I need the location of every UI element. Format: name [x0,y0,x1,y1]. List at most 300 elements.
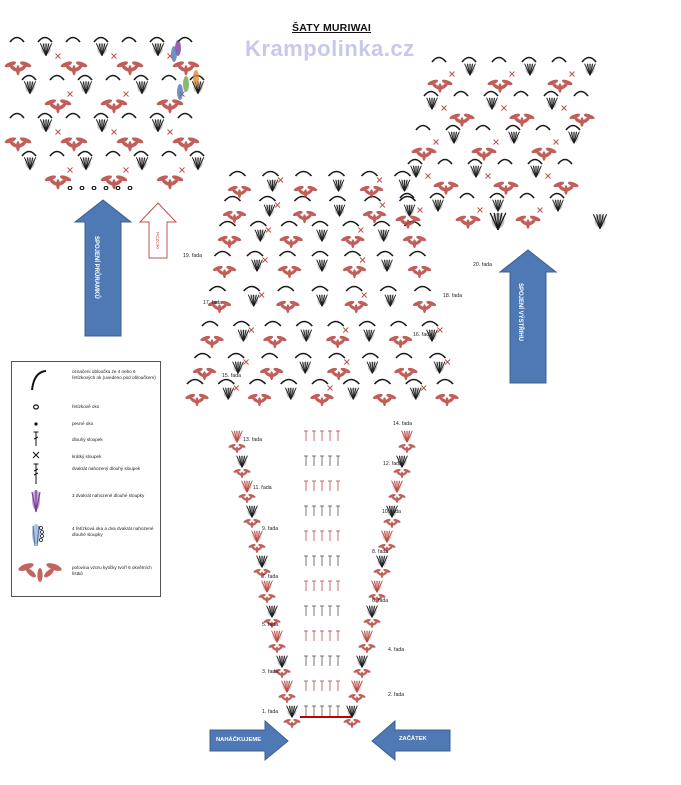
chain-arc [328,322,344,327]
fan-fill [224,388,233,399]
chain-arc [38,38,52,43]
legend-box [11,361,161,597]
post-fan [471,166,482,178]
row-label-16: 16. řada [413,332,433,338]
chain-arc [233,322,249,327]
post-fan [237,456,248,468]
chain-arc [343,380,359,385]
chain-arc [380,287,396,292]
chain-arc [345,252,361,257]
cross-stitch [56,130,61,135]
cross-stitch [68,92,73,97]
arrow-label-spojeni-pruramku: SPOJENÍ PRŮRAMKŮ [93,236,99,299]
post-fan [272,631,283,643]
chain-arc [424,92,438,97]
chain-arc [162,152,176,157]
post-fan [410,388,421,400]
chain-arc [150,114,164,119]
fan-fill [405,205,414,216]
post-fan [248,295,259,307]
cross-stitch [510,72,515,77]
row-label-18: 18. řada [443,293,463,299]
chain-arc [375,380,391,385]
flower-motif [407,265,432,278]
chain-arc [536,126,550,131]
cross-stitch [486,174,491,179]
cross-stitch [358,228,363,233]
post-fan [382,531,393,543]
fan-fill [41,119,51,130]
chain-arc [362,354,378,359]
flower-motif [353,668,371,678]
chain-arc [430,194,444,199]
flower-motif [268,643,286,653]
flower-motif [393,468,411,478]
chain-arc [430,354,446,359]
fan-fill [193,157,203,168]
fan-fill [595,214,606,227]
arrow-label-spojeni-vystrihu: SPOJENÍ VÝSTŘIHU [517,283,523,342]
chain-arc [295,197,311,202]
flower-motif [60,136,88,151]
chain-arc [520,194,534,199]
flower-motif [531,147,557,161]
chain-arc [346,287,362,292]
chain-arc [422,322,438,327]
cross-stitch [266,228,271,233]
chain-arc [228,354,244,359]
cross-stitch [278,178,283,183]
chain-arc [78,76,92,81]
post-fan [372,581,383,593]
legend-item-arc: označení obloučku ze 4 nebo 6 řetízkových ok (uvedeno pod obloučkem) [72,369,156,380]
chain-arc [295,354,311,359]
row-label-4: 4. řada [388,647,405,653]
flower-motif [275,300,300,313]
post-fan [553,200,564,212]
legend-item-half: krátký sloupek [72,454,102,459]
flower-motif [60,60,88,75]
cross-stitch [554,140,559,145]
watermark: Krampolinka.cz [245,36,415,61]
post-fan [238,330,249,342]
fan-fill [283,681,292,692]
arrow-label-nahackujeme: NAHÁČKUJEME [216,737,262,743]
arc-icon [26,368,66,394]
cross-stitch [418,208,423,213]
flower-motif [553,181,579,195]
chain-arc [377,252,393,257]
cross-stitch [180,168,185,173]
post-fan [80,157,91,169]
cross-stitch [434,140,439,145]
flower-motif [435,393,460,406]
fan-fill [510,132,519,143]
chain-arc [250,222,266,227]
chain-arc [492,58,506,63]
post-fan [152,43,163,55]
chain-arc [506,126,520,131]
post-fan [399,180,410,192]
chain-arc [558,160,572,165]
post-fan [262,581,273,593]
post-fan [96,119,107,131]
chain-arc [247,252,263,257]
post-fan [242,481,253,493]
chain-arc [460,194,474,199]
flower-motif [200,335,225,348]
chain-arc [10,38,24,43]
flower-motif [44,98,72,113]
chain-arc [66,114,80,119]
fan-fill [383,260,392,271]
row-label-12: 12. řada [383,461,403,467]
chain-arc [312,380,328,385]
cross-stitch [234,386,239,391]
chain-arc [220,222,236,227]
flower-motif [185,393,210,406]
post-fan [136,157,147,169]
chain4-cluster-icon [26,522,66,548]
row-label-11: 11. řada [253,485,272,491]
chain-arc [432,58,446,63]
flower-motif [325,335,350,348]
post-fan [490,213,506,230]
post-fan [378,230,389,242]
post-fan [136,81,147,93]
post-fan [487,98,498,110]
post-fan [367,606,378,618]
flower-motif [363,618,381,628]
post-fan [334,205,345,217]
post-fan [223,388,234,400]
cross-stitch [112,54,117,59]
chain-arc [312,252,328,257]
row-label-9: 9. řada [262,526,279,532]
post-fan [24,157,35,169]
chain-arc [263,172,279,177]
post-fan [433,200,444,212]
fan-fill [334,180,343,191]
fan-fill [526,64,535,75]
flower-motif [258,593,276,603]
fan-fill [278,656,287,667]
post-fan [569,132,580,144]
chain-arc [566,126,580,131]
chain-arc [265,322,281,327]
chain-arc [134,152,148,157]
arrow-label-zacatek: ZAČÁTEK [399,736,427,742]
flower-motif [509,113,535,127]
flower-motif [233,468,251,478]
chain-arc [406,380,422,385]
post-fan [255,230,266,242]
flower-motif [156,98,184,113]
arrow-spojeni-pruramku [75,200,131,336]
chain-stitch [104,186,108,189]
chain-arc [281,222,297,227]
post-fan [531,166,542,178]
fan-fill [233,431,242,442]
chain-arc [38,114,52,119]
fan-fill [253,260,262,271]
fan-fill [365,330,374,341]
flower-motif [4,60,32,75]
post-fan [402,431,413,443]
fan-fill [273,631,282,642]
cross-stitch [380,203,385,208]
flower-half-icon [17,559,63,585]
post-fan [257,556,268,568]
fan-fill [403,431,412,442]
chain-arc [550,194,564,199]
fan-fill [137,81,147,92]
chain-arc [582,58,596,63]
chain-arc [408,160,422,165]
fan-fill [353,681,362,692]
post-fan [411,166,422,178]
cross-stitch [546,174,551,179]
chain-stitch [80,186,84,189]
post-fan [525,64,536,76]
post-fan [267,606,278,618]
fan-fill [373,581,382,592]
chain-arc [410,252,426,257]
cluster [171,46,177,62]
cross-stitch [259,293,264,298]
chain-arc [150,38,164,43]
post-fan [348,388,359,400]
chain-arc [528,160,542,165]
flower-motif [238,493,256,503]
post-fan [449,132,460,144]
flower-motif [340,235,365,248]
chain-arc [122,38,136,43]
cross-stitch [124,168,129,173]
chain-arc [438,160,452,165]
legend-item-cluster3: 3 dvakrát nahozené dlouhé sloupky [72,493,145,498]
row-label-19: 19. řada [183,253,203,259]
post-fan [585,64,596,76]
chain-arc [210,287,226,292]
flower-motif [427,79,453,93]
chain-arc [476,126,490,131]
chain-arc [522,58,536,63]
cross-stitch [562,106,567,111]
fan-fill [153,119,163,130]
chain-arc [359,322,375,327]
chain-arc [544,92,558,97]
fan-fill [153,43,163,54]
post-fan [427,98,438,110]
fan-fill [554,200,563,211]
chain-arc [278,287,294,292]
fan-fill [335,205,344,216]
cross-stitch [445,360,450,365]
cross-stitch [450,72,455,77]
flower-motif [293,185,318,198]
chain-arc [244,287,260,292]
row-label-20: 20. řada [473,262,493,268]
fan-fill [428,98,437,109]
fan-fill [301,362,310,373]
fan-fill [243,481,252,492]
chain-arc [462,58,476,63]
arrow-spojeni-vystrihu [500,250,556,383]
flower-motif [343,718,361,728]
fan-fill [137,157,147,168]
flower-motif [455,215,481,229]
cross-stitch [360,258,365,263]
post-fan [277,656,288,668]
fan-fill [386,295,395,306]
flower-motif [116,60,144,75]
cross-stitch [538,208,543,213]
chain-arc [374,222,390,227]
flower-motif [4,136,32,151]
chain-arc [215,252,231,257]
chain-arc [106,152,120,157]
fan-fill [318,230,327,241]
post-fan [40,43,51,55]
legend-item-treble: dlouhý sloupek [72,437,103,442]
cross-stitch [124,92,129,97]
fan-fill [234,362,243,373]
cross-stitch [168,130,173,135]
post-fan [392,481,403,493]
flower-motif [395,215,421,229]
cross-stitch [502,106,507,111]
post-fan [287,706,298,718]
flower-motif [283,718,301,728]
chain-arc [280,252,296,257]
post-fan [252,260,263,272]
chain-arc [296,172,312,177]
chain-arc [416,126,430,131]
chain-arc [468,160,482,165]
cross-stitch [56,54,61,59]
fan-fill [81,81,91,92]
legend-item-chain4-cluster: 4 řetízková oka a dva dvakrát nahozené dlouhé sloupky [72,526,154,537]
legend-item-dtr: dvakrát nahozený dlouhý sloupek [72,466,141,471]
cross-stitch [328,386,333,391]
row-label-14: 14. řada [393,421,413,427]
fan-fill [41,43,51,54]
chain-arc [574,92,588,97]
flower-motif [398,443,416,453]
chain-arc [78,152,92,157]
fan-fill [368,606,377,617]
chain-arc [250,380,266,385]
cross-stitch [68,168,73,173]
post-fan [96,43,107,55]
chain-arc [552,58,566,63]
chain-stitch [68,186,72,189]
chain-arc [281,380,297,385]
flower-motif [412,300,437,313]
fan-fill [81,157,91,168]
cluster [183,76,189,92]
cross-stitch [263,258,268,263]
flower-motif [116,136,144,151]
flower-motif [449,113,475,127]
flower-motif [310,393,335,406]
chain-arc [195,354,211,359]
chain-arc [187,380,203,385]
flower-motif [493,181,519,195]
fan-fill [238,456,247,467]
fan-fill [435,362,444,373]
chain-arc [178,38,192,43]
post-fan [593,214,606,228]
cross-stitch [421,386,426,391]
post-fan [285,388,296,400]
post-fan [377,556,388,568]
flower-motif [279,235,304,248]
post-fan [317,260,328,272]
cross-stitch [249,328,254,333]
post-fan [317,230,328,242]
fan-fill [25,81,35,92]
fan-fill [97,119,107,130]
post-fan [247,506,258,518]
row-label-6: 6. řada [372,598,389,604]
fan-fill [411,388,420,399]
fan-fill [253,531,262,542]
fan-fill [383,531,392,542]
chain-arc [94,38,108,43]
chain-arc [94,114,108,119]
fan-fill [286,388,295,399]
fan-fill [379,230,388,241]
chain-arc [66,38,80,43]
flower-motif [292,210,317,223]
flower-motif [228,443,246,453]
fan-fill [358,656,367,667]
chain-arc [262,354,278,359]
flower-motif [372,393,397,406]
chain-arc [343,222,359,227]
fan-fill [378,556,387,567]
chain-arc [225,197,241,202]
post-fan [347,706,358,718]
fan-fill [434,200,443,211]
fan-fill [586,64,595,75]
fan-fill [488,98,497,109]
chain-stitch [116,186,120,189]
flower-motif [156,174,184,189]
chain-arc [296,322,312,327]
flower-motif [192,367,217,380]
flower-motif [433,181,459,195]
arrow-pozor [140,203,176,258]
cross-stitch [426,174,431,179]
chain-arc [106,76,120,81]
fan-fill [472,166,481,177]
chain-arc [202,322,218,327]
cross-stitch [362,293,367,298]
chain-arc [329,354,345,359]
chain-arc [490,194,504,199]
post-fan [233,362,244,374]
fan-fill [570,132,579,143]
chain-arc [391,322,407,327]
flower-motif [44,174,72,189]
flower-motif [100,98,128,113]
cross-stitch [112,130,117,135]
post-fan [192,157,203,169]
fan-fill [466,64,475,75]
